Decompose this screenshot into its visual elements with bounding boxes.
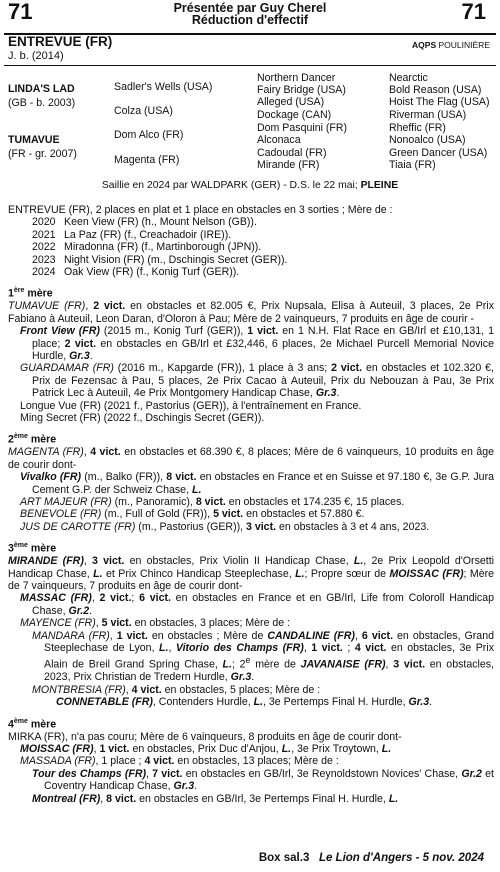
section-heading-1: 1ère mère	[8, 287, 53, 300]
dam2-entry: MAGENTA (FR), 4 vict. en obstacles et 68.390 €, 8 places; Mère de 6 vainqueurs, 10 produits en âge de courir dont-	[8, 446, 494, 471]
dam3-entry: MIRANDE (FR), 3 vict. en obstacles, Prix Violin II Handicap Chase, L., 2e Prix Leopold d'Orsetti Handicap Chase, L. et Prix Chinco Handicap Steeplechase, L.; Propre sœur de MOISSAC (FR); Mère de 7 vainqueurs, 7 produits en âge de courir dont-	[8, 555, 495, 592]
g2-0: Sadler's Wells (USA)	[114, 81, 213, 93]
section-heading-4: 4ème mère	[8, 717, 57, 731]
pedigree-table	[8, 71, 496, 176]
g3-1: Fairy Bridge (USA)	[257, 84, 346, 96]
progeny-entry: MASSADA (FR), 1 place ; 4 vict. en obstacles, 13 places; Mère de :	[20, 755, 339, 768]
dam4-entry: MIRKA (FR), n'a pas couru; Mère de 6 vainqueurs, 8 produits en âge de courir dont-	[8, 730, 402, 743]
dam-name: TUMAVUE	[8, 134, 60, 146]
progeny-entry: Vivalko (FR) (m., Balko (FR)), 8 vict. en obstacles en France et en Suisse et 97.180 €, 3e G.P. Jura Cement G.P. der Schweiz Chase, L.	[20, 471, 494, 496]
presenter-title: Présentée par Guy Cherel Réduction d'effectif	[173, 1, 327, 27]
footer: Box sal.3 Le Lion d'Angers - 5 nov. 2024	[258, 852, 484, 864]
g4-7: Tiaia (FR)	[389, 159, 436, 171]
progeny-entry: MONTBRESIA (FR), 4 vict. en obstacles, 5 places; Mère de :	[32, 683, 321, 696]
g2-2: Dom Alco (FR)	[114, 129, 184, 141]
g4-0: Nearctic	[389, 72, 428, 84]
g2-3: Magenta (FR)	[114, 154, 180, 166]
progeny-entry: Montreal (FR), 8 vict. en obstacles en GB/Irl, 3e Pertemps Final H. Hurdle, L.	[32, 792, 399, 805]
g4-5: Nonoalco (USA)	[389, 134, 466, 146]
progeny-entry: Tour des Champs (FR), 7 vict. en obstacles en GB/Irl, 3e Reynoldstown Novices' Chase, Gr.2 et Coventry Handicap Chase, Gr.3.	[32, 767, 495, 793]
g4-3: Riverman (USA)	[389, 109, 467, 121]
produce-item: 2023 Night Vision (FR) (m., Dschingis Secret (GER)).	[32, 253, 288, 266]
g3-6: Cadoudal (FR)	[257, 147, 327, 159]
g3-0: Northern Dancer	[257, 72, 336, 84]
g2-1: Colza (USA)	[114, 105, 173, 117]
progeny-entry: MAYENCE (FR), 5 vict. en obstacles, 3 places; Mère de :	[20, 617, 291, 630]
sire-name: LINDA'S LAD	[8, 83, 75, 95]
progeny-entry: Longue Vue (FR) (2021 f., Pastorius (GER)), à l'entraînement en France.	[20, 399, 362, 412]
progeny-entry: MASSAC (FR), 2 vict.; 6 vict. en obstacles en France et en GB/Irl, Life from Coloroll Handicap Chase, Gr.2.	[20, 592, 495, 617]
progeny-entry: GUARDAMAR (FR) (2016 m., Kapgarde (FR)), 1 place à 3 ans; 2 vict. en obstacles et 102.320 €, Prix de Fezensac à Pau, 5 places, 2e Prix Cacao à Auteuil, Prix du Nebouzan à Pau, 3e Prix Patrick Lec à Auteuil, 4e Prix Montgomery Handicap Chase, Gr.3.	[20, 362, 494, 400]
progeny-entry: ART MAJEUR (FR) (m., Panoramic), 8 vict. en obstacles et 174.235 €, 15 places.	[20, 496, 405, 508]
progeny-entry: Ming Secret (FR) (2022 f., Dschingis Secret (GER)).	[20, 412, 265, 425]
g3-3: Dockage (CAN)	[257, 109, 332, 121]
section-heading-2: 2ème mère	[8, 433, 57, 446]
produce-item: 2021 La Paz (FR) (f., Creachadoir (IRE)).	[32, 228, 232, 241]
g4-2: Hoist The Flag (USA)	[389, 96, 490, 108]
covering-note: Saillie en 2024 par WALDPARK (GER) - D.S. le 22 mai; PLEINE	[101, 180, 399, 191]
dam-info: (FR - gr. 2007)	[8, 148, 77, 160]
category-label: AQPS POULINIÈRE	[412, 40, 490, 50]
progeny-entry: Front View (FR) (2015 m., Konig Turf (GER)), 1 vict. en 1 N.H. Flat Race en GB/Irl et £10,131, 1 place; 2 vict. en obstacles en GB/Irl et £32,446, 6 places, 2e Michael Purcell Memorial Novice Hurdle, Gr.3.	[20, 325, 494, 362]
catalogue-body	[8, 204, 494, 805]
progeny-entry: JUS DE CAROTTE (FR) (m., Pastorius (GER)), 3 vict. en obstacles à 3 et 4 ans, 2023.	[20, 520, 430, 533]
g3-7: Mirande (FR)	[257, 159, 320, 171]
produce-item: 2024 Oak View (FR) (f., Konig Turf (GER)).	[32, 266, 240, 279]
horse-name: ENTREVUE (FR)	[8, 34, 113, 49]
lot-number-right: 71	[461, 0, 486, 24]
g4-4: Rheffic (FR)	[389, 122, 446, 134]
progeny-entry: MANDARA (FR), 1 vict. en obstacles ; Mère de CANDALINE (FR), 6 vict. en obstacles, Grand Steeplechase de Lyon, L., Vitorio des Champs (FR), 1 vict. ; 4 vict. en obstacles, 3e Prix Alain de Breil Grand Spring Chase, L.; 2e mère de JAVANAISE (FR), 3 vict. en obstacles, 2023, Prix Christian de Tredern Hurdle, Gr.3.	[32, 629, 495, 684]
pedigree-rule	[4, 65, 496, 66]
horse-subtitle: J. b. (2014)	[8, 50, 64, 62]
g3-4: Dom Pasquini (FR)	[257, 122, 348, 134]
g4-6: Green Dancer (USA)	[389, 147, 488, 159]
progeny-entry: MOISSAC (FR), 1 vict. en obstacles, Prix Duc d'Anjou, L., 3e Prix Troytown, L.	[20, 742, 392, 755]
sire-info: (GB - b. 2003)	[8, 97, 76, 109]
g3-2: Alleged (USA)	[257, 96, 325, 108]
produce-item: 2020 Keen View (FR) (h., Mount Nelson (GB)).	[32, 216, 257, 229]
dam1-entry: TUMAVUE (FR), 2 vict. en obstacles et 82.005 €, Prix Nupsala, Elisa à Auteuil, 3 places, 2e Prix Fabiano à Auteuil, Leon Daran, d'Oloron à Pau; Mère de 2 vainqueurs, 7 produits en âge de courir -	[8, 300, 494, 325]
section-heading-3: 3ème mère	[8, 542, 57, 555]
g3-5: Alconaca	[257, 134, 301, 146]
g4-1: Bold Reason (USA)	[389, 84, 482, 96]
produce-intro: ENTREVUE (FR), 2 places en plat et 1 place en obstacles en 3 sorties ; Mère de :	[8, 204, 393, 216]
produce-item: 2022 Miradonna (FR) (f., Martinborough (JPN)).	[32, 241, 262, 254]
progeny-entry: CONNETABLE (FR), Contenders Hurdle, L., 3e Pertemps Final H. Hurdle, Gr.3.	[56, 696, 433, 709]
lot-number-left: 71	[8, 0, 33, 24]
progeny-entry: BENEVOLE (FR) (m., Full of Gold (FR)), 5 vict. en obstacles et 57.880 €.	[20, 508, 365, 521]
